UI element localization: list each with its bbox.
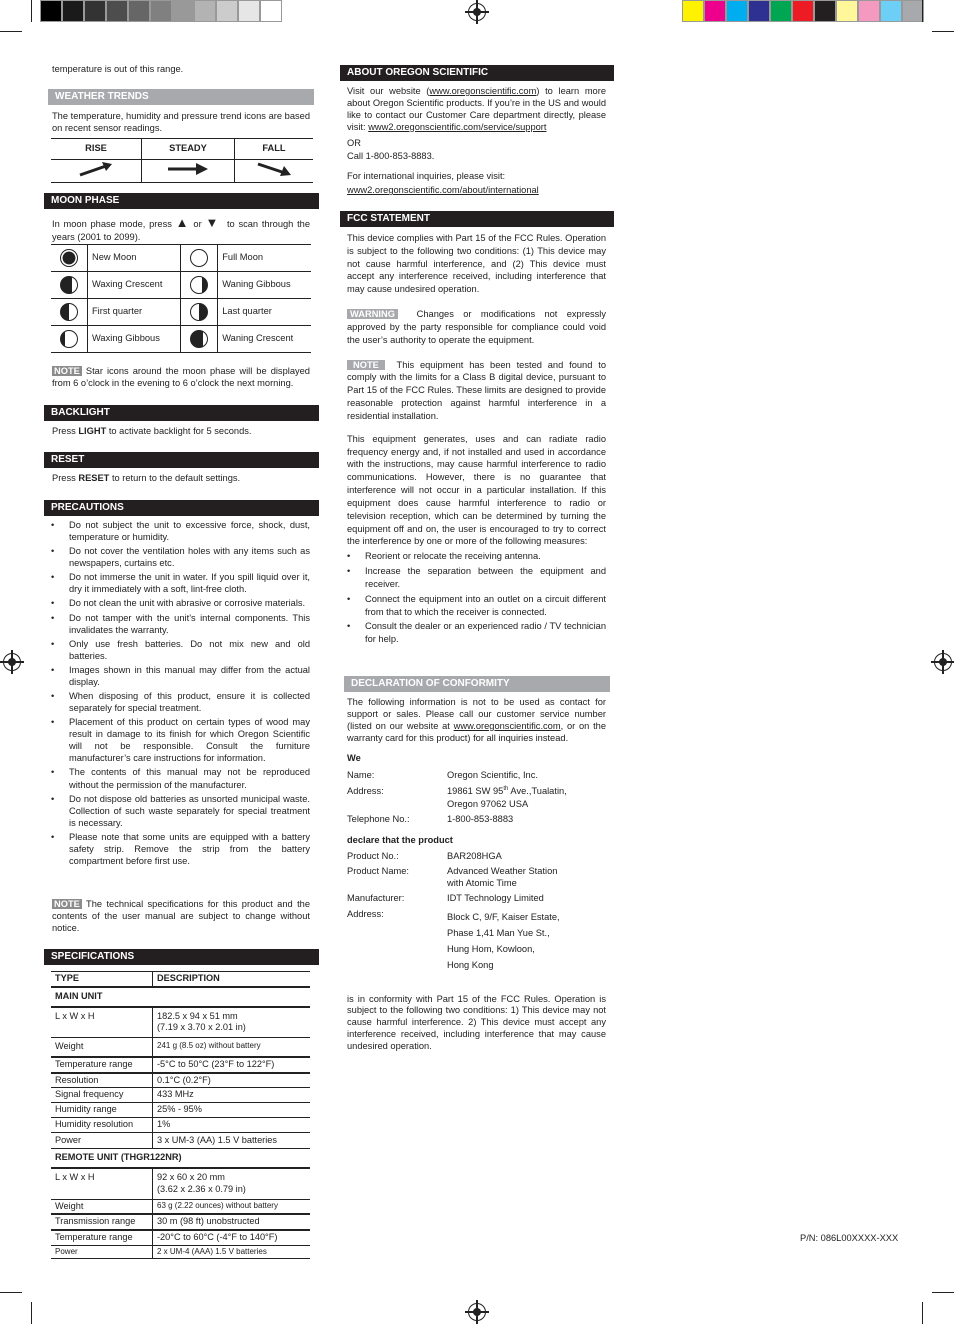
registration-mark-right — [934, 653, 952, 671]
spec-description-header: DESCRIPTION — [153, 972, 311, 987]
color-swatch — [770, 0, 792, 22]
color-swatch — [84, 0, 106, 22]
color-swatch — [880, 0, 902, 22]
table-row: Humidity range 25% - 95% — [51, 1103, 310, 1118]
color-swatch — [172, 0, 194, 22]
fcc-text: This device complies with Part 15 of the FCC Rules. Operation is subject to the following two conditions: (1) This device may not cause harmful interference, and (2) This device must accept any interference received, including interference that may cause undesired operation. — [347, 233, 606, 295]
registration-mark-bottom — [468, 1303, 486, 1321]
color-swatch — [106, 0, 128, 22]
trend-steady-label: STEADY — [142, 139, 235, 160]
table-row: Weight 63 g (2.22 ounces) without battery — [51, 1199, 310, 1214]
fcc-text-2: This equipment generates, uses and can radiate radio frequency energy and, if not installed and used in accordance with the instructions, may cause harmful interference to radio communications. However, there is no guarantee that interference will not occur in a particular installation. If this equipment does cause harmful interference to radio or television reception, which can be determined by turning the equipment off and on, the user is encouraged to try to correct the interference by one or more of the following measures: — [347, 433, 606, 547]
down-arrow-icon: ▼ — [205, 215, 220, 230]
declaration-website-link[interactable]: www.oregonscientific.com — [453, 720, 561, 731]
list-item: • Placement of this product on certain types of wood may result in damage to its finish for which Oregon Scientific will not be responsible. Consult the furniture manufacturer’s care instructions for information. — [51, 716, 310, 764]
list-item: • Do not tamper with the unit’s internal components. This invalidates the warranty. — [51, 612, 310, 636]
website-link[interactable]: www.oregonscientific.com — [429, 86, 537, 96]
table-row: Power 3 x UM-3 (AA) 1.5 V batteries — [51, 1132, 310, 1149]
crop-mark — [31, 0, 32, 22]
waxing-crescent-icon — [60, 276, 78, 294]
color-swatch — [902, 0, 924, 22]
declaration-section: The following information is not to be used as contact for support or sales. Please call our customer service number (listed on our website at www.oregonscientific.com, or on the warranty card for this product) for all inquiries instead. We Name: Oregon Scientific, Inc. Address: 19861 SW 95th Ave.,Tualatin, Oregon 97062 USA Telephone No.: 1-800-853-8883 declare that the product Product No.: BAR208HGA Product Name: Advanced Weather Station with Atomic Time Manufacturer: IDT Technology Limited Address: Block C, 9/F, Kaiser Estate, Phase 1,41 Man Yue St., Hung Hom, Kowloon, Hong Kong is in conformity with Part 15 of the FCC Rules. Operation is subject to the following two conditions: 1) This device may not cause harmful interference. 2) This device must accept any interference received, including interference that may cause undesired operation. — [347, 697, 606, 1052]
color-swatch — [858, 0, 880, 22]
reset-text: Press RESET to return to the default settings. — [52, 473, 241, 483]
trend-rise-label: RISE — [51, 139, 142, 160]
list-item: • The contents of this manual may not be reproduced without the permission of the manufacturer. — [51, 766, 310, 790]
crop-mark — [932, 1292, 954, 1293]
list-item: • Consult the dealer or an experienced radio / TV technician for help. — [347, 620, 606, 646]
table-row: Power 2 x UM-4 (AAA) 1.5 V batteries — [51, 1246, 310, 1259]
list-item: • Reorient or relocate the receiving antenna. — [347, 550, 606, 563]
list-item: • Images shown in this manual may differ from the actual display. — [51, 664, 310, 688]
declaration-text: The following information is not to be used as contact for support or sales. Please call our customer service number (listed on our website at www.oregonscientific.com, or on the warranty card for this product) for all inquiries instead. — [347, 697, 606, 743]
crop-mark — [922, 0, 923, 22]
color-swatch — [62, 0, 84, 22]
moon-label: Last quarter — [218, 299, 311, 326]
color-swatch — [814, 0, 836, 22]
list-item: • Do not subject the unit to excessive force, shock, dust, temperature or humidity. — [51, 519, 310, 543]
color-swatch — [260, 0, 282, 22]
table-row: L x W x H 182.5 x 94 x 51 mm (7.19 x 3.70 x 2.01 in) — [51, 1007, 310, 1038]
new-moon-icon — [60, 249, 78, 267]
spec-remote-unit: REMOTE UNIT (THGR122NR) — [51, 1149, 310, 1168]
support-link[interactable]: www2.oregonscientific.com/service/support — [368, 121, 547, 132]
weather-trends-text: The temperature, humidity and pressure trend icons are based on recent sensor readings. — [52, 111, 310, 133]
moon-label: Full Moon — [218, 245, 311, 272]
color-swatch — [726, 0, 748, 22]
moon-label: New Moon — [88, 245, 181, 272]
intl-text: For international inquiries, please visit: — [347, 171, 506, 182]
or-text: OR — [347, 137, 361, 148]
list-item: • Do not cover the ventilation holes with any items such as newspapers, curtains etc. — [51, 545, 310, 569]
color-bar — [682, 0, 924, 22]
color-swatch — [150, 0, 172, 22]
backlight-text: Press LIGHT to activate backlight for 5 seconds. — [52, 426, 252, 436]
list-item: • Increase the separation between the equipment and receiver. — [347, 565, 606, 591]
grayscale-bar — [40, 0, 282, 22]
trend-table — [51, 138, 313, 183]
spec-main-unit: MAIN UNIT — [51, 987, 310, 1007]
last-quarter-icon — [190, 303, 208, 321]
fcc-heading: FCC STATEMENT — [340, 211, 614, 227]
moon-label: First quarter — [88, 299, 181, 326]
table-row: Humidity resolution 1% — [51, 1117, 310, 1132]
color-swatch — [836, 0, 858, 22]
fcc-measures-list — [347, 550, 606, 646]
table-row: Temperature range -5°C to 50°C (23°F to 122°F) — [51, 1057, 310, 1073]
arrow-rise-icon — [51, 160, 142, 183]
waning-crescent-icon — [190, 330, 208, 348]
we-label: We — [347, 752, 361, 763]
waxing-gibbous-icon — [60, 330, 78, 348]
color-swatch — [704, 0, 726, 22]
declare-label: declare that the product — [347, 835, 453, 846]
precautions-list — [51, 519, 310, 869]
moon-note: NOTE Star icons around the moon phase will be displayed from 6 o’clock in the evening to 6 o’clock the next morning. — [52, 366, 310, 388]
full-moon-icon — [190, 249, 208, 267]
crop-mark — [0, 31, 22, 32]
fcc-note: NOTE This equipment has been tested and found to comply with the limits for a Class B digital device, pursuant to Part 15 of the FCC Rules. These limits are designed to provide reasonable protection against harmful interference in a residential installation. — [347, 359, 606, 421]
conformity-text: is in conformity with Part 15 of the FCC Rules. Operation is subject to the following two conditions: 1) This device may not cause harmful interference. 2) This device must accept any interference received, including interference that may cause undesired operation. — [347, 993, 606, 1052]
moon-phase-heading: MOON PHASE — [44, 193, 319, 209]
crop-mark — [932, 31, 954, 32]
first-quarter-icon — [60, 303, 78, 321]
table-row: Signal frequency 433 MHz — [51, 1088, 310, 1103]
fcc-warning: WARNING Changes or modifications not expressly approved by the party responsible for compliance could void the user’s authority to operate the equipment. — [347, 309, 606, 345]
crop-mark — [922, 1302, 923, 1324]
color-swatch — [128, 0, 150, 22]
precautions-note: NOTE The technical specifications for this product and the contents of the user manual are subject to change without notice. — [52, 899, 310, 933]
table-row: Resolution 0.1°C (0.2°F) — [51, 1073, 310, 1088]
about-section — [347, 86, 606, 197]
precautions-heading: PRECAUTIONS — [44, 500, 319, 516]
backlight-heading: BACKLIGHT — [44, 405, 319, 421]
trend-fall-label: FALL — [235, 139, 314, 160]
color-swatch — [792, 0, 814, 22]
list-item: • Only use fresh batteries. Do not mix new and old batteries. — [51, 638, 310, 662]
moon-label: Waxing Crescent — [88, 272, 181, 299]
crop-mark — [0, 1292, 22, 1293]
color-swatch — [40, 0, 62, 22]
moon-label: Waning Gibbous — [218, 272, 311, 299]
part-number: P/N: 086L00XXXX-XXX — [800, 1233, 899, 1243]
color-swatch — [194, 0, 216, 22]
moon-phase-text: In moon phase mode, press ▲ or ▼ to scan through the years (2001 to 2099). — [52, 215, 311, 242]
table-row: Temperature range -20°C to 60°C (-4°F to 140°F) — [51, 1230, 310, 1245]
table-row: L x W x H 92 x 60 x 20 mm (3.62 x 2.36 x 0.79 in) — [51, 1168, 310, 1199]
arrow-steady-icon — [142, 160, 235, 183]
moon-phase-table — [51, 244, 311, 353]
about-heading: ABOUT OREGON SCIENTIFIC — [340, 65, 614, 81]
registration-mark-top — [468, 3, 486, 21]
waning-gibbous-icon — [190, 276, 208, 294]
reset-heading: RESET — [44, 452, 319, 468]
list-item: • Please note that some units are equipped with a battery safety strip. Remove the strip from the battery compartment before first use. — [51, 831, 310, 867]
fcc-section — [347, 232, 606, 648]
list-item: • When disposing of this product, ensure it is collected separately for special treatment. — [51, 690, 310, 714]
color-swatch — [238, 0, 260, 22]
arrow-fall-icon — [235, 160, 314, 183]
list-item: • Connect the equipment into an outlet on a circuit different from that to which the receiver is connected. — [347, 593, 606, 619]
intro-text: temperature is out of this range. — [52, 64, 184, 74]
moon-label: Waxing Gibbous — [88, 326, 181, 353]
color-swatch — [748, 0, 770, 22]
list-item: • Do not dispose old batteries as unsorted municipal waste. Collection of such waste separately for special treatment is necessary. — [51, 793, 310, 829]
list-item: • Do not immerse the unit in water. If you spill liquid over it, dry it immediately with a soft, lint-free cloth. — [51, 571, 310, 595]
color-swatch — [216, 0, 238, 22]
weather-trends-heading: WEATHER TRENDS — [48, 89, 314, 105]
table-row: Transmission range 30 m (98 ft) unobstructed — [51, 1214, 310, 1230]
specifications-table — [51, 971, 310, 1259]
intl-link[interactable]: www2.oregonscientific.com/about/international — [347, 185, 539, 196]
moon-label: Waning Crescent — [218, 326, 311, 353]
color-swatch — [682, 0, 704, 22]
about-text: Visit our website (www.oregonscientific.com) to learn more about Oregon Scientific products. If you’re in the US and would like to contact our Customer Care department directly, please visit: www2.oregonscientific.com/service/support — [347, 86, 606, 132]
table-row: Weight 241 g (8.5 oz) without battery — [51, 1038, 310, 1057]
call-text: Call 1-800-853-8883. — [347, 151, 435, 162]
list-item: • Do not clean the unit with abrasive or corrosive materials. — [51, 597, 310, 609]
registration-mark-left — [3, 653, 21, 671]
up-arrow-icon: ▲ — [175, 215, 190, 230]
declaration-heading: DECLARATION OF CONFORMITY — [344, 676, 610, 692]
crop-mark — [31, 1302, 32, 1324]
specifications-heading: SPECIFICATIONS — [44, 949, 319, 965]
spec-type-header: TYPE — [51, 972, 153, 987]
